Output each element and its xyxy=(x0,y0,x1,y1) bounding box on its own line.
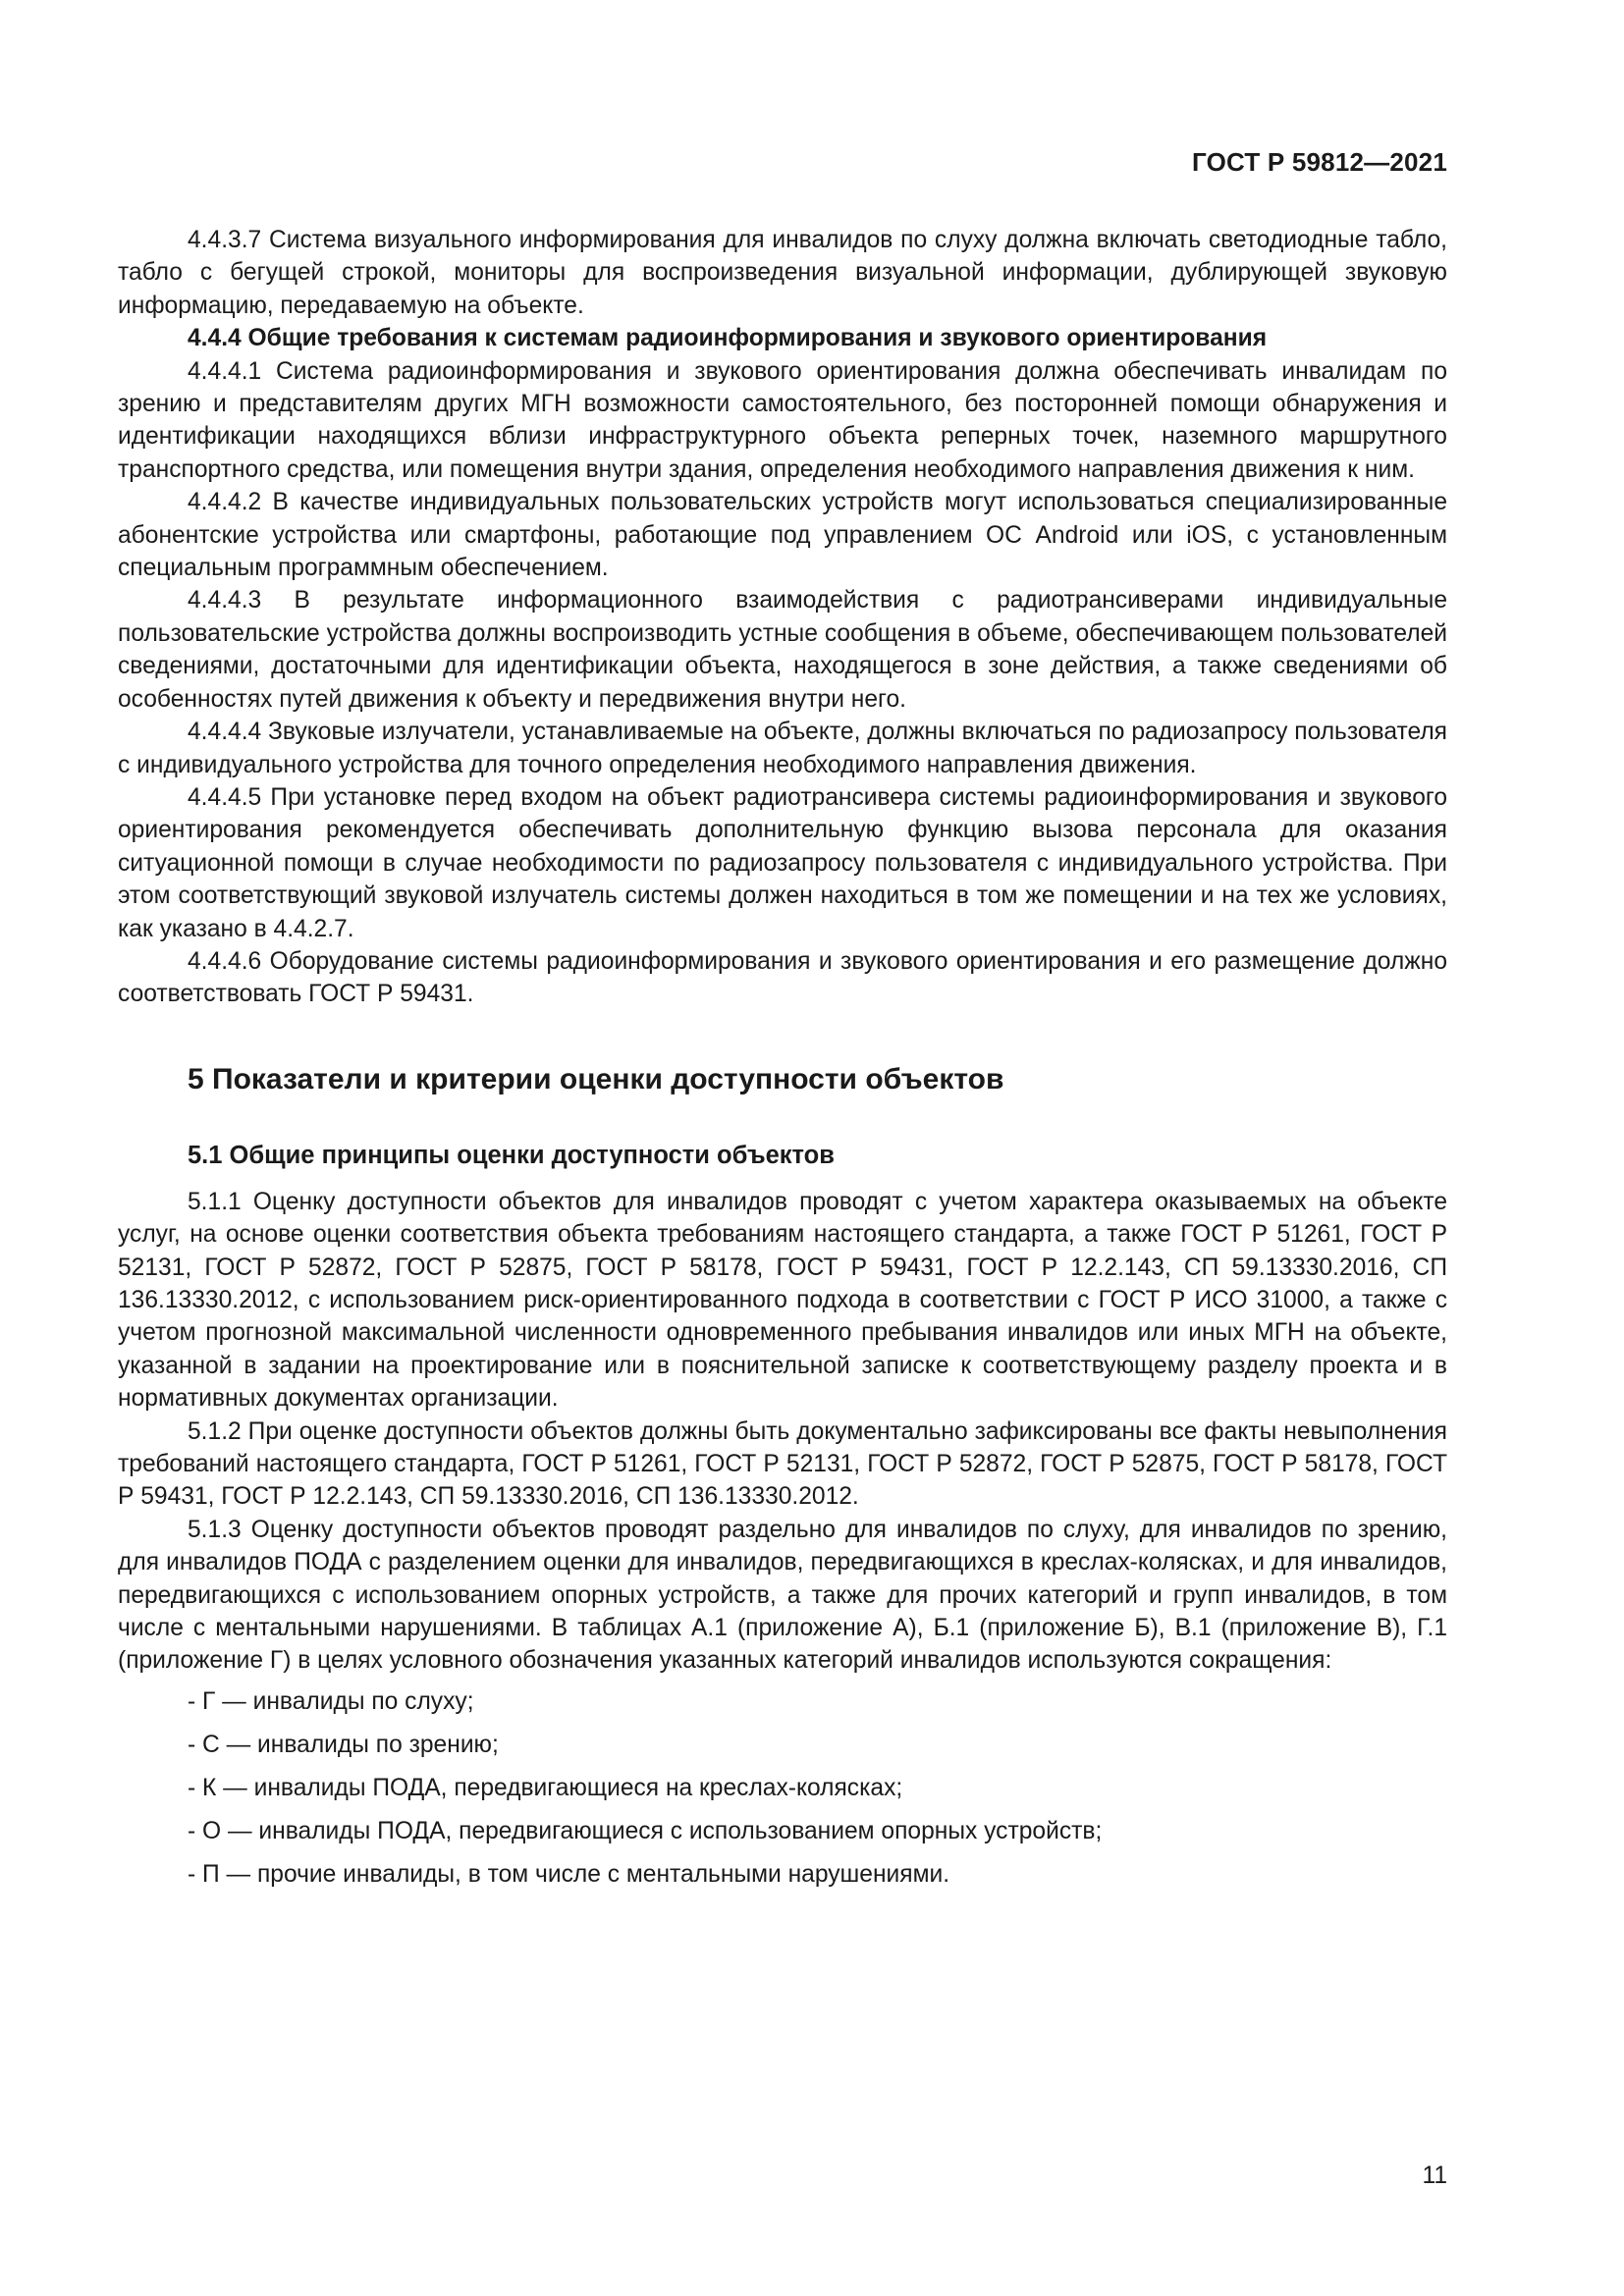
document-code-header: ГОСТ Р 59812—2021 xyxy=(1192,147,1447,177)
paragraph-4-4-4-1: 4.4.4.1 Система радиоинформирования и звукового ориентирования должна обеспечивать инвалидам по зрению и представителям других МГН возможности самостоятельного, без посторонней помощи обнаружения и идентификации находящихся вблизи инфраструктурного объекта реперных точек, наземного маршрутного транспортного средства, или помещения внутри здания, определения необходимого направления движения к ним. xyxy=(118,357,1447,483)
document-body xyxy=(118,224,1447,1901)
abbreviation-list xyxy=(118,1685,1447,1901)
paragraph-4-4-4-4: 4.4.4.4 Звуковые излучатели, устанавливаемые на объекте, должны включаться по радиозапросу пользователя с индивидуального устройства для точного определения необходимого направления движения. xyxy=(118,719,1447,778)
section-5-title: 5 Показатели и критерии оценки доступности объектов xyxy=(188,1062,1004,1095)
paragraph-5-1-1: 5.1.1 Оценку доступности объектов для инвалидов проводят с учетом характера оказываемых на объекте услуг, на основе оценки соответствия объекта требованиям настоящего стандарта, а также ГОСТ Р 51261, ГОСТ Р 52131, ГОСТ Р 52872, ГОСТ Р 52875, ГОСТ Р 58178, ГОСТ Р 59431, ГОСТ Р 12.2.143, СП 59.13330.2016, СП 136.13330.2012, с использованием риск-ориентированного подхода в соответствии с ГОСТ Р ИСО 31000, а также с учетом прогнозной максимальной численности одновременного пребывания инвалидов или иных МГН на объекте, указанной в задании на проектирование или в пояснительной записке к соответствующему разделу проекта и в нормативных документах организации. xyxy=(118,1188,1447,1413)
subheading-4-4-4: 4.4.4 Общие требования к системам радиоинформирования и звукового ориентирования xyxy=(188,325,1268,352)
list-item: - Г — инвалиды по слуху; xyxy=(188,1687,474,1715)
list-item: - П — прочие инвалиды, в том числе с ментальными нарушениями. xyxy=(188,1860,950,1888)
list-item: - С — инвалиды по зрению; xyxy=(188,1731,499,1758)
list-item: - О — инвалиды ПОДА, передвигающиеся с использованием опорных устройств; xyxy=(188,1817,1103,1844)
subsection-5-1-title: 5.1 Общие принципы оценки доступности объектов xyxy=(188,1141,835,1169)
paragraph-4-4-4-2: 4.4.4.2 В качестве индивидуальных пользовательских устройств могут использоваться специализированные абонентские устройства или смартфоны, работающие под управлением ОС Android или iOS, с установленным специальным программным обеспечением. xyxy=(118,489,1447,582)
list-item: - К — инвалиды ПОДА, передвигающиеся на креслах-колясках; xyxy=(188,1774,903,1801)
paragraph-4-4-4-3: 4.4.4.3 В результате информационного взаимодействия с радиотрансиверами индивидуальные пользовательские устройства должны воспроизводить устные сообщения в объеме, обеспечивающем пользователей сведениями, достаточными для идентификации объекта, находящегося в зоне действия, а также сведениями об особенностях путей движения к объекту и передвижения внутри него. xyxy=(118,587,1447,713)
paragraph-5-1-2: 5.1.2 При оценке доступности объектов должны быть документально зафиксированы все факты невыполнения требований настоящего стандарта, ГОСТ Р 51261, ГОСТ Р 52131, ГОСТ Р 52872, ГОСТ Р 52875, ГОСТ Р 58178, ГОСТ Р 59431, ГОСТ Р 12.2.143, СП 59.13330.2016, СП 136.13330.2012. xyxy=(118,1417,1447,1511)
paragraph-4-4-4-6: 4.4.4.6 Оборудование системы радиоинформирования и звукового ориентирования и его размещение должно соответствовать ГОСТ Р 59431. xyxy=(118,947,1447,1008)
page-number: 11 xyxy=(1422,2163,1447,2189)
paragraph-4-4-3-7: 4.4.3.7 Система визуального информирования для инвалидов по слуху должна включать светодиодные табло, табло с бегущей строкой, мониторы для воспроизведения визуальной информации, дублирующей звуковую информацию, передаваемую на объекте. xyxy=(118,227,1447,319)
paragraph-4-4-4-5: 4.4.4.5 При установке перед входом на объект радиотрансивера системы радиоинформирования и звукового ориентирования рекомендуется обеспечивать дополнительную функцию вызова персонала для оказания ситуационной помощи в случае необходимости по радиозапросу пользователя с индивидуального устройства. При этом соответствующий звуковой излучатель системы должен находиться в том же помещении и на тех же условиях, как указано в 4.4.2.7. xyxy=(118,783,1447,942)
paragraph-5-1-3: 5.1.3 Оценку доступности объектов проводят раздельно для инвалидов по слуху, для инвалидов по зрению, для инвалидов ПОДА с разделением оценки для инвалидов, передвигающихся в креслах-колясках, и для инвалидов, передвигающихся с использованием опорных устройств, а также для прочих категорий и групп инвалидов, в том числе с ментальными нарушениями. В таблицах А.1 (приложение А), Б.1 (приложение Б), В.1 (приложение В), Г.1 (приложение Г) в целях условного обозначения указанных категорий инвалидов используются сокращения: xyxy=(118,1516,1447,1675)
